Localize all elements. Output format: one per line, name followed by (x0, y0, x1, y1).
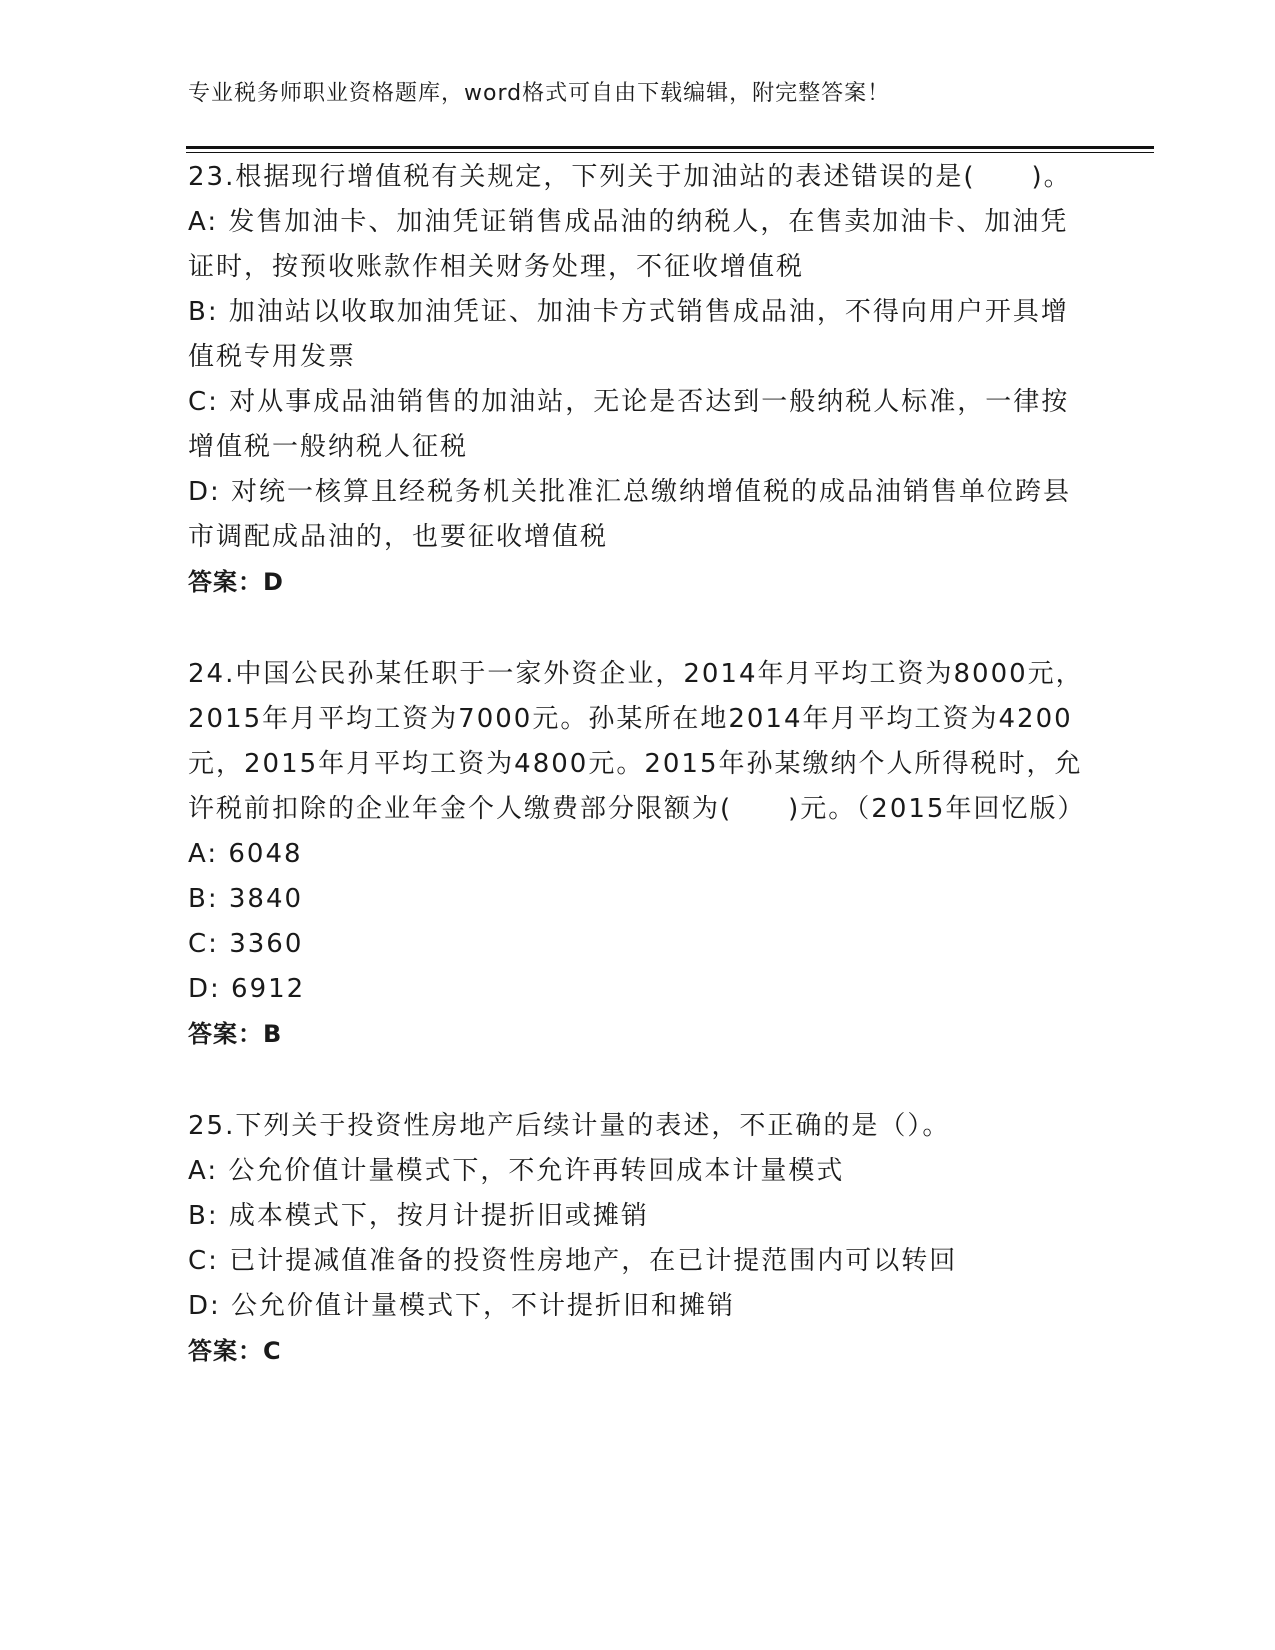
question-list (188, 155, 1088, 1374)
option-text: 发售加油卡、加油凭证销售成品油的纳税人，在售卖加油卡、加油凭证时，按预收账款作相关财务处理，不征收增值税 (188, 207, 1069, 282)
option-b (188, 877, 1088, 922)
spacer (188, 605, 1088, 652)
option-text: 6048 (228, 839, 303, 869)
option-letter: D: (188, 477, 221, 507)
question-stem: 23.根据现行增值税有关规定，下列关于加油站的表述错误的是( )。 (188, 162, 1072, 192)
spacer (188, 1057, 1088, 1104)
option-letter: A: (188, 207, 219, 237)
option-letter: C: (188, 929, 219, 959)
option-text: 成本模式下，按月计提折旧或摊销 (228, 1201, 649, 1231)
option-letter: A: (188, 1156, 219, 1186)
option-letter: B: (188, 1201, 219, 1231)
answer: 答案：B (188, 1020, 283, 1048)
question-23 (188, 155, 1088, 605)
question-stem: 24.中国公民孙某任职于一家外资企业，2014年月平均工资为8000元，2015年月平均工资为7000元。孙某所在地2014年月平均工资为4200元，2015年月平均工资为4800元。2015年孙某缴纳个人所得税时，允许税前扣除的企业年金个人缴费部分限额为( )元。（2015年回忆版） (188, 659, 1086, 824)
option-a (188, 1149, 1088, 1194)
option-c (188, 922, 1088, 967)
option-text: 6912 (231, 974, 306, 1004)
question-24 (188, 652, 1088, 1057)
option-text: 3840 (228, 884, 304, 914)
option-a (188, 200, 1088, 290)
option-text: 公允价值计量模式下，不计提折旧和摊销 (231, 1291, 736, 1321)
option-text: 加油站以收取加油凭证、加油卡方式销售成品油，不得向用户开具增值税专用发票 (188, 297, 1069, 372)
option-b (188, 290, 1088, 380)
option-d (188, 470, 1088, 560)
answer: 答案：C (188, 1337, 282, 1365)
option-letter: B: (188, 297, 219, 327)
option-letter: B: (188, 884, 219, 914)
question-25 (188, 1104, 1088, 1374)
option-text: 公允价值计量模式下，不允许再转回成本计量模式 (228, 1156, 845, 1186)
option-c (188, 380, 1088, 470)
header-rule-thin (186, 152, 1154, 153)
option-c (188, 1239, 1088, 1284)
option-letter: D: (188, 974, 221, 1004)
option-text: 对从事成品油销售的加油站，无论是否达到一般纳税人标准，一律按增值税一般纳税人征税 (188, 387, 1070, 462)
option-d (188, 1284, 1088, 1329)
option-letter: D: (188, 1291, 221, 1321)
option-text: 对统一核算且经税务机关批准汇总缴纳增值税的成品油销售单位跨县市调配成品油的，也要征收增值税 (188, 477, 1072, 552)
option-a (188, 832, 1088, 877)
option-d (188, 967, 1088, 1012)
option-b (188, 1194, 1088, 1239)
option-letter: C: (188, 387, 219, 417)
question-stem: 25.下列关于投资性房地产后续计量的表述，不正确的是（）。 (188, 1111, 951, 1141)
page-header: 专业税务师职业资格题库，word格式可自由下载编辑，附完整答案！ (188, 81, 891, 106)
option-text: 已计提减值准备的投资性房地产，在已计提范围内可以转回 (229, 1246, 958, 1276)
answer: 答案：D (188, 568, 284, 596)
option-letter: C: (188, 1246, 219, 1276)
option-text: 3360 (229, 929, 304, 959)
header-rule-thick (186, 146, 1154, 149)
option-letter: A: (188, 839, 219, 869)
